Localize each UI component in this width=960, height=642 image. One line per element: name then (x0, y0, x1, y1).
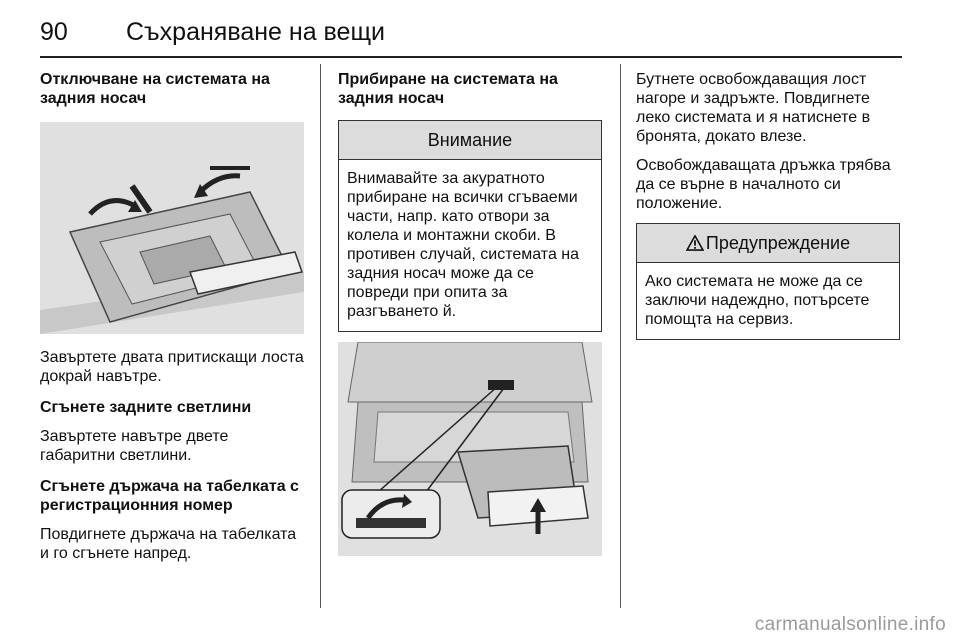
section-heading-rear-lights: Сгънете задните светлини (40, 399, 252, 416)
warning-text: Ако системата не може да се заключи надеждно, потърсете помощта на сервиз. (645, 273, 870, 328)
paragraph-handle-return: Освобождаващата дръжка трябва да се върне в началното си положение. (636, 157, 891, 212)
column-divider-2 (620, 64, 621, 608)
warning-header (637, 224, 899, 263)
header-rule (40, 56, 902, 58)
section-heading-unlock: Отключване на системата на задния носач (40, 71, 270, 107)
page-number: 90 (40, 18, 68, 46)
notice-text: Внимавайте за акуратното прибиране на всички сгъваеми части, напр. като отвори за колела и монтажни скоби. В противен случай, системата на задния носач може да се повреди при опита за разгъването й. (347, 170, 580, 320)
section-heading-stowing: Прибиране на системата на задния носач (338, 71, 558, 107)
warning-title: Предупреждение (705, 233, 851, 253)
column-3 (636, 70, 900, 340)
illustration-stowing-carrier (338, 342, 602, 556)
column-2 (338, 70, 602, 556)
paragraph-plate-holder: Повдигнете държача на табелката и го сгънете напред. (40, 526, 297, 562)
paragraph-push-lever: Бутнете освобождаващия лост нагоре и задръжте. Повдигнете леко системата и я натиснете в бронята, докато влезе. (636, 71, 871, 145)
watermark: carmanualsonline.info (754, 614, 946, 635)
paragraph-rear-lights: Завъртете навътре двете габаритни светлини. (40, 428, 229, 464)
warning-box (636, 223, 900, 340)
warning-triangle-icon (686, 235, 704, 251)
page-title: Съхраняване на вещи (126, 18, 385, 46)
illustration-pressure-levers (40, 122, 304, 334)
paragraph-rotate-levers: Завъртете двата притискащи лоста докрай навътре. (40, 349, 304, 385)
notice-title: Внимание (339, 121, 601, 160)
section-heading-plate-holder: Сгънете държача на табелката с регистрационния номер (40, 478, 299, 514)
notice-box (338, 120, 602, 332)
page-header (40, 12, 900, 56)
column-divider-1 (320, 64, 321, 608)
column-1 (40, 70, 304, 573)
